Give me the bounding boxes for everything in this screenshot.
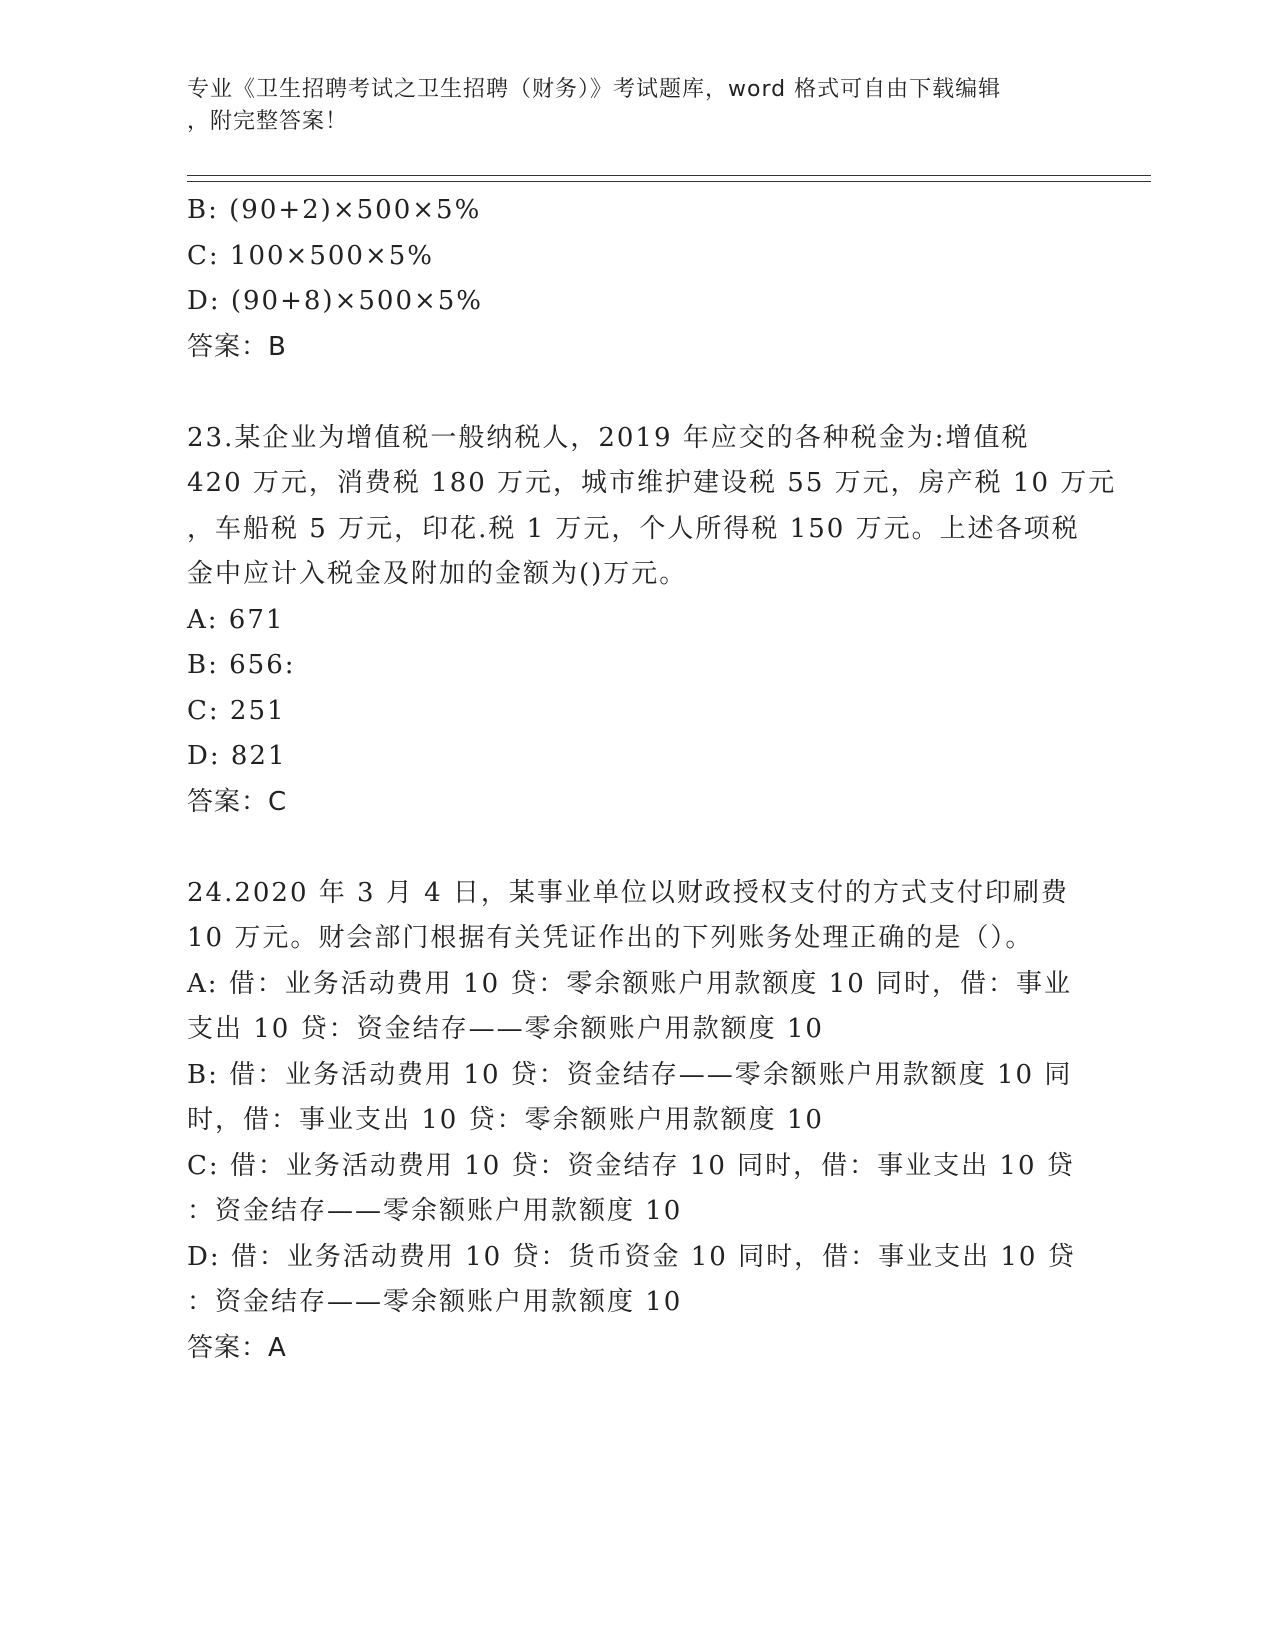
option-a: A: 借：业务活动费用 10 贷：零余额账户用款额度 10 同时，借：事业 <box>187 968 1073 999</box>
spacer <box>187 370 1087 416</box>
header-line-1: 专业《卫生招聘考试之卫生招聘（财务）》考试题库，word 格式可自由下载编辑 <box>187 77 1002 102</box>
option-b-continued: 时，借：事业支出 10 贷：零余额账户用款额度 10 <box>187 1105 824 1135</box>
option-d: D: (90+8)×500×5% <box>187 286 484 316</box>
option-a-continued: 支出 10 贷：资金结存——零余额账户用款额度 10 <box>187 1014 824 1044</box>
option-d: D: 821 <box>187 741 287 771</box>
question-stem-line: 23.某企业为增值税一般纳税人，2019 年应交的各种税金为:增值税 <box>187 422 1030 453</box>
option-b: B: 656: <box>187 650 296 680</box>
option-d-continued: ：资金结存——零余额账户用款额度 10 <box>187 1287 683 1317</box>
header-line-2: ，附完整答案！ <box>187 109 349 134</box>
answer-label: 答案：A <box>187 1332 287 1363</box>
option-c-continued: ：资金结存——零余额账户用款额度 10 <box>187 1196 683 1226</box>
spacer <box>187 825 1087 871</box>
option-c: C: 借：业务活动费用 10 贷：资金结存 10 同时，借：事业支出 10 贷 <box>187 1150 1075 1181</box>
question-22 <box>187 188 1087 370</box>
question-stem-line: 24.2020 年 3 月 4 日，某事业单位以财政授权支付的方式支付印刷费 <box>187 877 1069 908</box>
option-c: C: 100×500×5% <box>187 240 434 271</box>
header-divider-bottom <box>187 181 1151 182</box>
option-b: B: 借：业务活动费用 10 贷：资金结存——零余额账户用款额度 10 同 <box>187 1059 1073 1090</box>
question-stem-line: ，车船税 5 万元，印花.税 1 万元，个人所得税 150 万元。上述各项税 <box>187 513 1080 544</box>
question-23 <box>187 416 1117 826</box>
question-stem-line: 10 万元。财会部门根据有关凭证作出的下列账务处理正确的是（）。 <box>187 923 1034 953</box>
answer-label: 答案：B <box>187 331 287 362</box>
question-24 <box>187 871 1087 1372</box>
option-d: D: 借：业务活动费用 10 贷：货币资金 10 同时，借：事业支出 10 贷 <box>187 1241 1076 1272</box>
header-divider-top <box>187 175 1151 176</box>
option-a: A: 671 <box>187 604 285 635</box>
option-c: C: 251 <box>187 695 286 726</box>
question-content <box>187 188 1117 1371</box>
question-stem-line: 金中应计入税金及附加的金额为()万元。 <box>187 559 688 589</box>
option-b: B: (90+2)×500×5% <box>187 195 482 225</box>
answer-label: 答案：C <box>187 786 288 817</box>
question-stem-line: 420 万元，消费税 180 万元，城市维护建设税 55 万元，房产税 10 万元 <box>187 468 1117 498</box>
document-header <box>187 74 1067 138</box>
